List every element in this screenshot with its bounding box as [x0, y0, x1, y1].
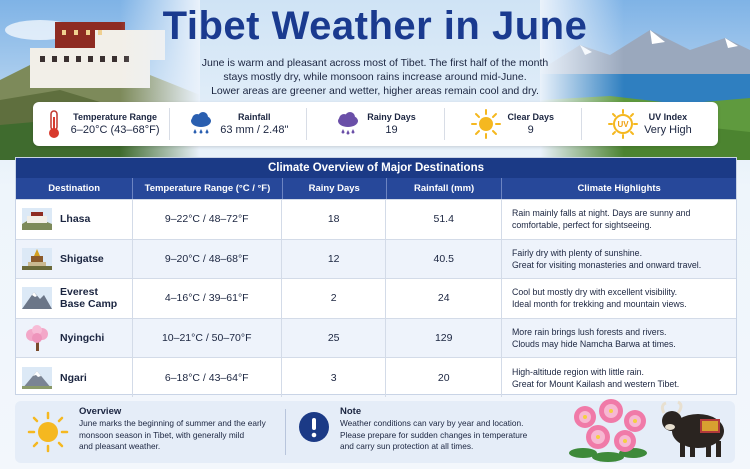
summary-stats-bar — [33, 102, 718, 146]
destination-name: Shigatse — [60, 252, 104, 265]
header-highlights: Climate Highlights — [577, 183, 661, 194]
stat-uv-index: UV UV Index Very High — [582, 108, 718, 140]
rainy-days-cloud-icon — [335, 111, 361, 137]
rainfall-cell: 129 — [386, 319, 502, 358]
climate-overview-table — [15, 157, 737, 395]
exclamation-icon — [298, 411, 330, 443]
note-section — [340, 406, 570, 453]
temperature-cell: 9–22°C / 48–72°F — [133, 200, 282, 239]
table-row — [16, 357, 736, 397]
table-row — [16, 199, 736, 239]
destination-name: Nyingchi — [60, 332, 105, 345]
yak-illustration — [658, 397, 730, 461]
rainfall-cell: 20 — [386, 358, 502, 397]
rainfall-cell: 51.4 — [386, 200, 502, 239]
temperature-cell: 4–16°C / 39–61°F — [133, 279, 282, 318]
svg-text:UV: UV — [617, 120, 629, 129]
table-row — [16, 318, 736, 358]
rainy-days-cell: 25 — [282, 319, 387, 358]
rainy-days-cell: 2 — [282, 279, 387, 318]
monastery-icon — [22, 248, 52, 270]
stat-temperature: Temperature Range 6–20°C (43–68°F) — [33, 108, 170, 140]
temperature-cell: 9–20°C / 48–68°F — [133, 240, 282, 279]
intro-text: June is warm and pleasant across most of Tibet. The first half of the month stays mostly dry, while monsoon rains increase around mid-June. Lower areas are greener and wetter, higher areas remain cool and dry. — [201, 57, 549, 97]
mountain-icon — [22, 287, 52, 309]
stat-rainfall: Rainfall 63 mm / 2.48" — [170, 108, 307, 140]
table-title: Climate Overview of Major Destinations — [16, 158, 736, 178]
highlights-cell: Fairly dry with plenty of sunshine. Great for visiting monasteries and onward travel. — [511, 247, 702, 270]
rainfall-cell: 24 — [386, 279, 502, 318]
table-header-row — [16, 178, 736, 199]
destination-name: Everest Base Camp — [60, 286, 118, 311]
destination-name: Lhasa — [60, 213, 91, 226]
overview-body: June marks the beginning of summer and the early monsoon season in Tibet, with generally mild and pleasant weather. — [79, 418, 266, 451]
rainy-days-cell: 18 — [282, 200, 387, 239]
highlights-cell: Rain mainly falls at night. Days are sunny and comfortable, perfect for sightseeing. — [511, 208, 691, 231]
destination-name: Ngari — [60, 371, 87, 384]
rainy-days-cell: 3 — [282, 358, 387, 397]
sun-icon — [471, 109, 501, 139]
stat-clear-days: Clear Days 9 — [445, 108, 582, 140]
temperature-cell: 6–18°C / 43–64°F — [133, 358, 282, 397]
rain-cloud-icon — [188, 111, 214, 137]
blossom-tree-icon — [22, 325, 52, 351]
highlights-cell: High-altitude region with little rain. Great for Mount Kailash and western Tibet. — [511, 366, 680, 389]
header-rainfall: Rainfall (mm) — [387, 178, 502, 199]
page-title: Tibet Weather in June — [162, 4, 588, 48]
highlights-cell: Cool but mostly dry with excellent visibility. Ideal month for trekking and mountain views. — [511, 287, 687, 310]
note-title: Note — [340, 406, 362, 417]
highlights-cell: More rain brings lush forests and rivers. Clouds may hide Namcha Barwa at times. — [511, 327, 676, 350]
note-body: Weather conditions can vary by year and location. Please prepare for sudden changes in temperature and carry sun protection at all times. — [340, 418, 528, 451]
header-rainy-days: Rainy Days — [283, 178, 387, 199]
uv-sun-icon — [608, 109, 638, 139]
thermometer-icon — [43, 109, 65, 139]
overview-section — [79, 406, 279, 453]
temperature-cell: 10–21°C / 50–70°F — [133, 319, 282, 358]
palace-icon — [22, 208, 52, 230]
rainfall-cell: 40.5 — [386, 240, 502, 279]
header-temperature: Temperature Range (°C / °F) — [133, 178, 282, 199]
flowers-illustration — [563, 395, 658, 463]
overview-title: Overview — [79, 406, 122, 417]
stat-rainy-days: Rainy Days 19 — [307, 108, 444, 140]
table-row — [16, 278, 736, 318]
sun-icon — [27, 411, 69, 453]
snow-mountain-icon — [22, 367, 52, 389]
table-row — [16, 239, 736, 279]
header-destination: Destination — [16, 178, 133, 199]
info-panel — [15, 401, 735, 463]
rainy-days-cell: 12 — [282, 240, 387, 279]
panel-divider — [285, 409, 286, 455]
